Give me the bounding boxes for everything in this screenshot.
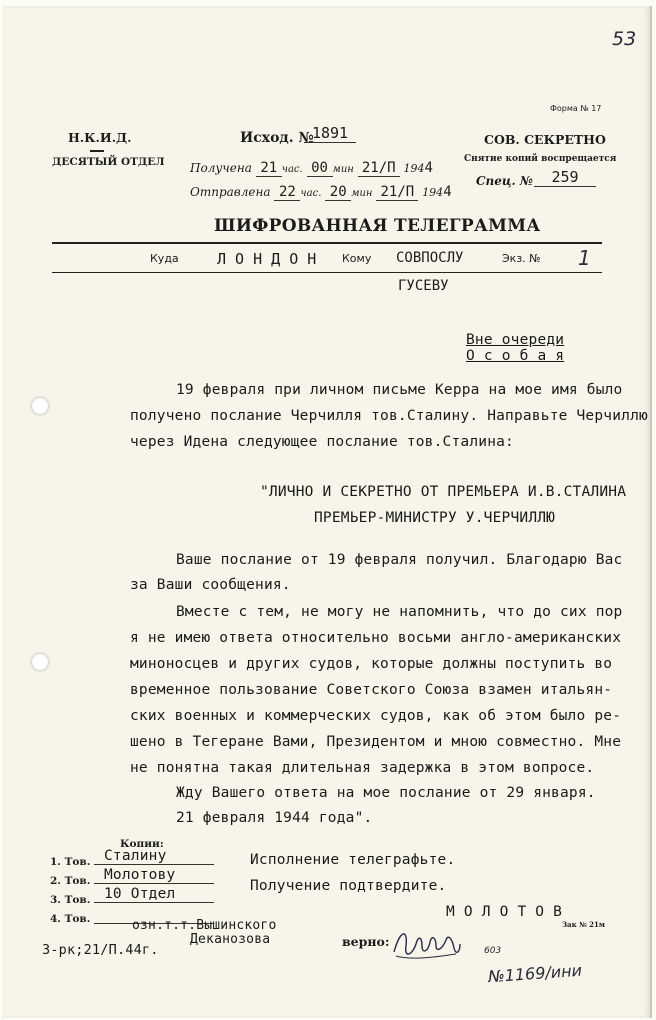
spec-label: Спец. № bbox=[476, 174, 533, 188]
received-year-digit: 4 bbox=[424, 160, 433, 176]
routing-rule bbox=[52, 272, 602, 273]
received-day: 21 bbox=[256, 160, 282, 177]
received-year: 194 bbox=[403, 162, 425, 175]
sent-hours-label: час. bbox=[300, 188, 322, 199]
priority-line-2: О с о б а я bbox=[466, 348, 565, 364]
priority-line-1: Вне очереди bbox=[466, 332, 565, 348]
copy-1-num: 1. Тов. bbox=[50, 856, 91, 868]
intro-line-1: 19 февраля при личном письме Керра на мое имя было bbox=[176, 382, 623, 398]
handwritten-reference: №1169/ини bbox=[487, 960, 583, 987]
title-rule bbox=[52, 242, 602, 244]
document-title: ШИФРОВАННАЯ ТЕЛЕГРАММА bbox=[214, 216, 541, 236]
para2-line-7: не понятна такая длительная задержка в этом вопросе. bbox=[130, 760, 595, 776]
received-date: 21/П bbox=[358, 160, 400, 177]
para2-line-2: я не имею ответа относительно восьми англо-американских bbox=[130, 630, 622, 646]
punch-hole-top bbox=[32, 398, 48, 414]
handwritten-small-number: 603 bbox=[484, 946, 502, 956]
document-sheet bbox=[2, 6, 652, 1018]
para2-line-3: миноносцев и других судов, которые должны поступить во bbox=[130, 656, 613, 672]
order-number: Зак № 21м bbox=[562, 920, 605, 929]
copy-3-num: 3. Тов. bbox=[50, 894, 91, 906]
form-label: Форма № 17 bbox=[550, 104, 602, 113]
sent-min-label: мин bbox=[351, 188, 373, 199]
footer-reference: 3-рк;21/П.44г. bbox=[42, 942, 159, 958]
to-value-2: ГУСЕВУ bbox=[398, 278, 449, 294]
org-dash bbox=[90, 150, 104, 152]
sent-year-digit: 4 bbox=[443, 184, 452, 200]
copy-2-num: 2. Тов. bbox=[50, 875, 91, 887]
copy-3-name: 10 Отдел bbox=[94, 886, 214, 903]
copy-4-num: 4. Тов. bbox=[50, 913, 91, 925]
copies-note-2: Деканозова bbox=[190, 932, 271, 947]
para2-line-1: Вместе с тем, не могу не напомнить, что до сих пор bbox=[176, 604, 623, 620]
para3-line-2: 21 февраля 1944 года". bbox=[176, 810, 373, 826]
message-heading-2: ПРЕМЬЕР-МИНИСТРУ У.ЧЕРЧИЛЛЮ bbox=[314, 510, 556, 526]
copy-number: 1 bbox=[578, 246, 591, 270]
verno-label: верно: bbox=[342, 934, 390, 949]
to-label: Кому bbox=[342, 252, 372, 265]
to-value: СОВПОСЛУ bbox=[396, 250, 464, 266]
copy-2-name: Молотову bbox=[94, 867, 214, 884]
para2-line-5: ских военных и коммерческих судов, как об этом было ре- bbox=[130, 708, 622, 724]
para3-line-1: Жду Вашего ответа на мое послание от 29 января. bbox=[176, 785, 596, 801]
received-hours: 00 bbox=[307, 160, 333, 177]
outgoing-label: Исход. № bbox=[240, 130, 314, 146]
received-min-label: мин bbox=[332, 164, 354, 175]
received-label: Получена bbox=[190, 161, 252, 175]
where-label: Куда bbox=[150, 252, 179, 265]
department-name: ДЕСЯТЫЙ ОТДЕЛ bbox=[52, 156, 165, 168]
sent-label: Отправлена bbox=[190, 185, 271, 199]
org-name: Н.К.И.Д. bbox=[68, 130, 132, 145]
punch-hole-bottom bbox=[32, 654, 48, 670]
sent-day: 22 bbox=[274, 184, 300, 201]
outgoing-number: 1891 bbox=[304, 124, 356, 143]
classification: СОВ. СЕКРЕТНО bbox=[484, 132, 606, 147]
sent-year: 194 bbox=[422, 186, 444, 199]
copies-label: Копии: bbox=[120, 838, 164, 850]
para2-line-4: временное пользование Советского Союза взамен итальян- bbox=[130, 682, 613, 698]
where-value: Л О Н Д О Н bbox=[217, 250, 317, 268]
spec-number: 259 bbox=[534, 168, 596, 187]
copy-number-label: Экз. № bbox=[502, 252, 541, 265]
instruction-2: Получение подтвердите. bbox=[250, 878, 447, 894]
sent-hours: 20 bbox=[325, 184, 351, 201]
signature-name: М О Л О Т О В bbox=[446, 904, 563, 920]
handwritten-signature bbox=[390, 922, 462, 966]
copies-note-1: озн.т.т.Вышинского bbox=[132, 918, 277, 933]
para1-line-2: за Ваши сообщения. bbox=[130, 577, 291, 593]
para1-line-1: Ваше послание от 19 февраля получил. Благодарю Вас bbox=[176, 552, 623, 568]
sent-row bbox=[190, 184, 452, 201]
received-hours-label: час. bbox=[281, 164, 303, 175]
message-heading-1: "ЛИЧНО И СЕКРЕТНО ОТ ПРЕМЬЕРА И.В.СТАЛИНА bbox=[260, 484, 627, 500]
intro-line-2: получено послание Черчилля тов.Сталину. Направьте Черчиллю bbox=[130, 408, 648, 424]
copy-notice: Снятие копий воспрещается bbox=[464, 154, 617, 164]
received-row bbox=[190, 160, 433, 177]
page-number: 53 bbox=[612, 28, 637, 50]
copy-1-name: Сталину bbox=[94, 848, 214, 865]
sent-date: 21/П bbox=[376, 184, 418, 201]
intro-line-3: через Идена следующее послание тов.Сталина: bbox=[130, 434, 514, 450]
para2-line-6: шено в Тегеране Вами, Президентом и мною совместно. Мне bbox=[130, 734, 622, 750]
instruction-1: Исполнение телеграфьте. bbox=[250, 852, 456, 868]
